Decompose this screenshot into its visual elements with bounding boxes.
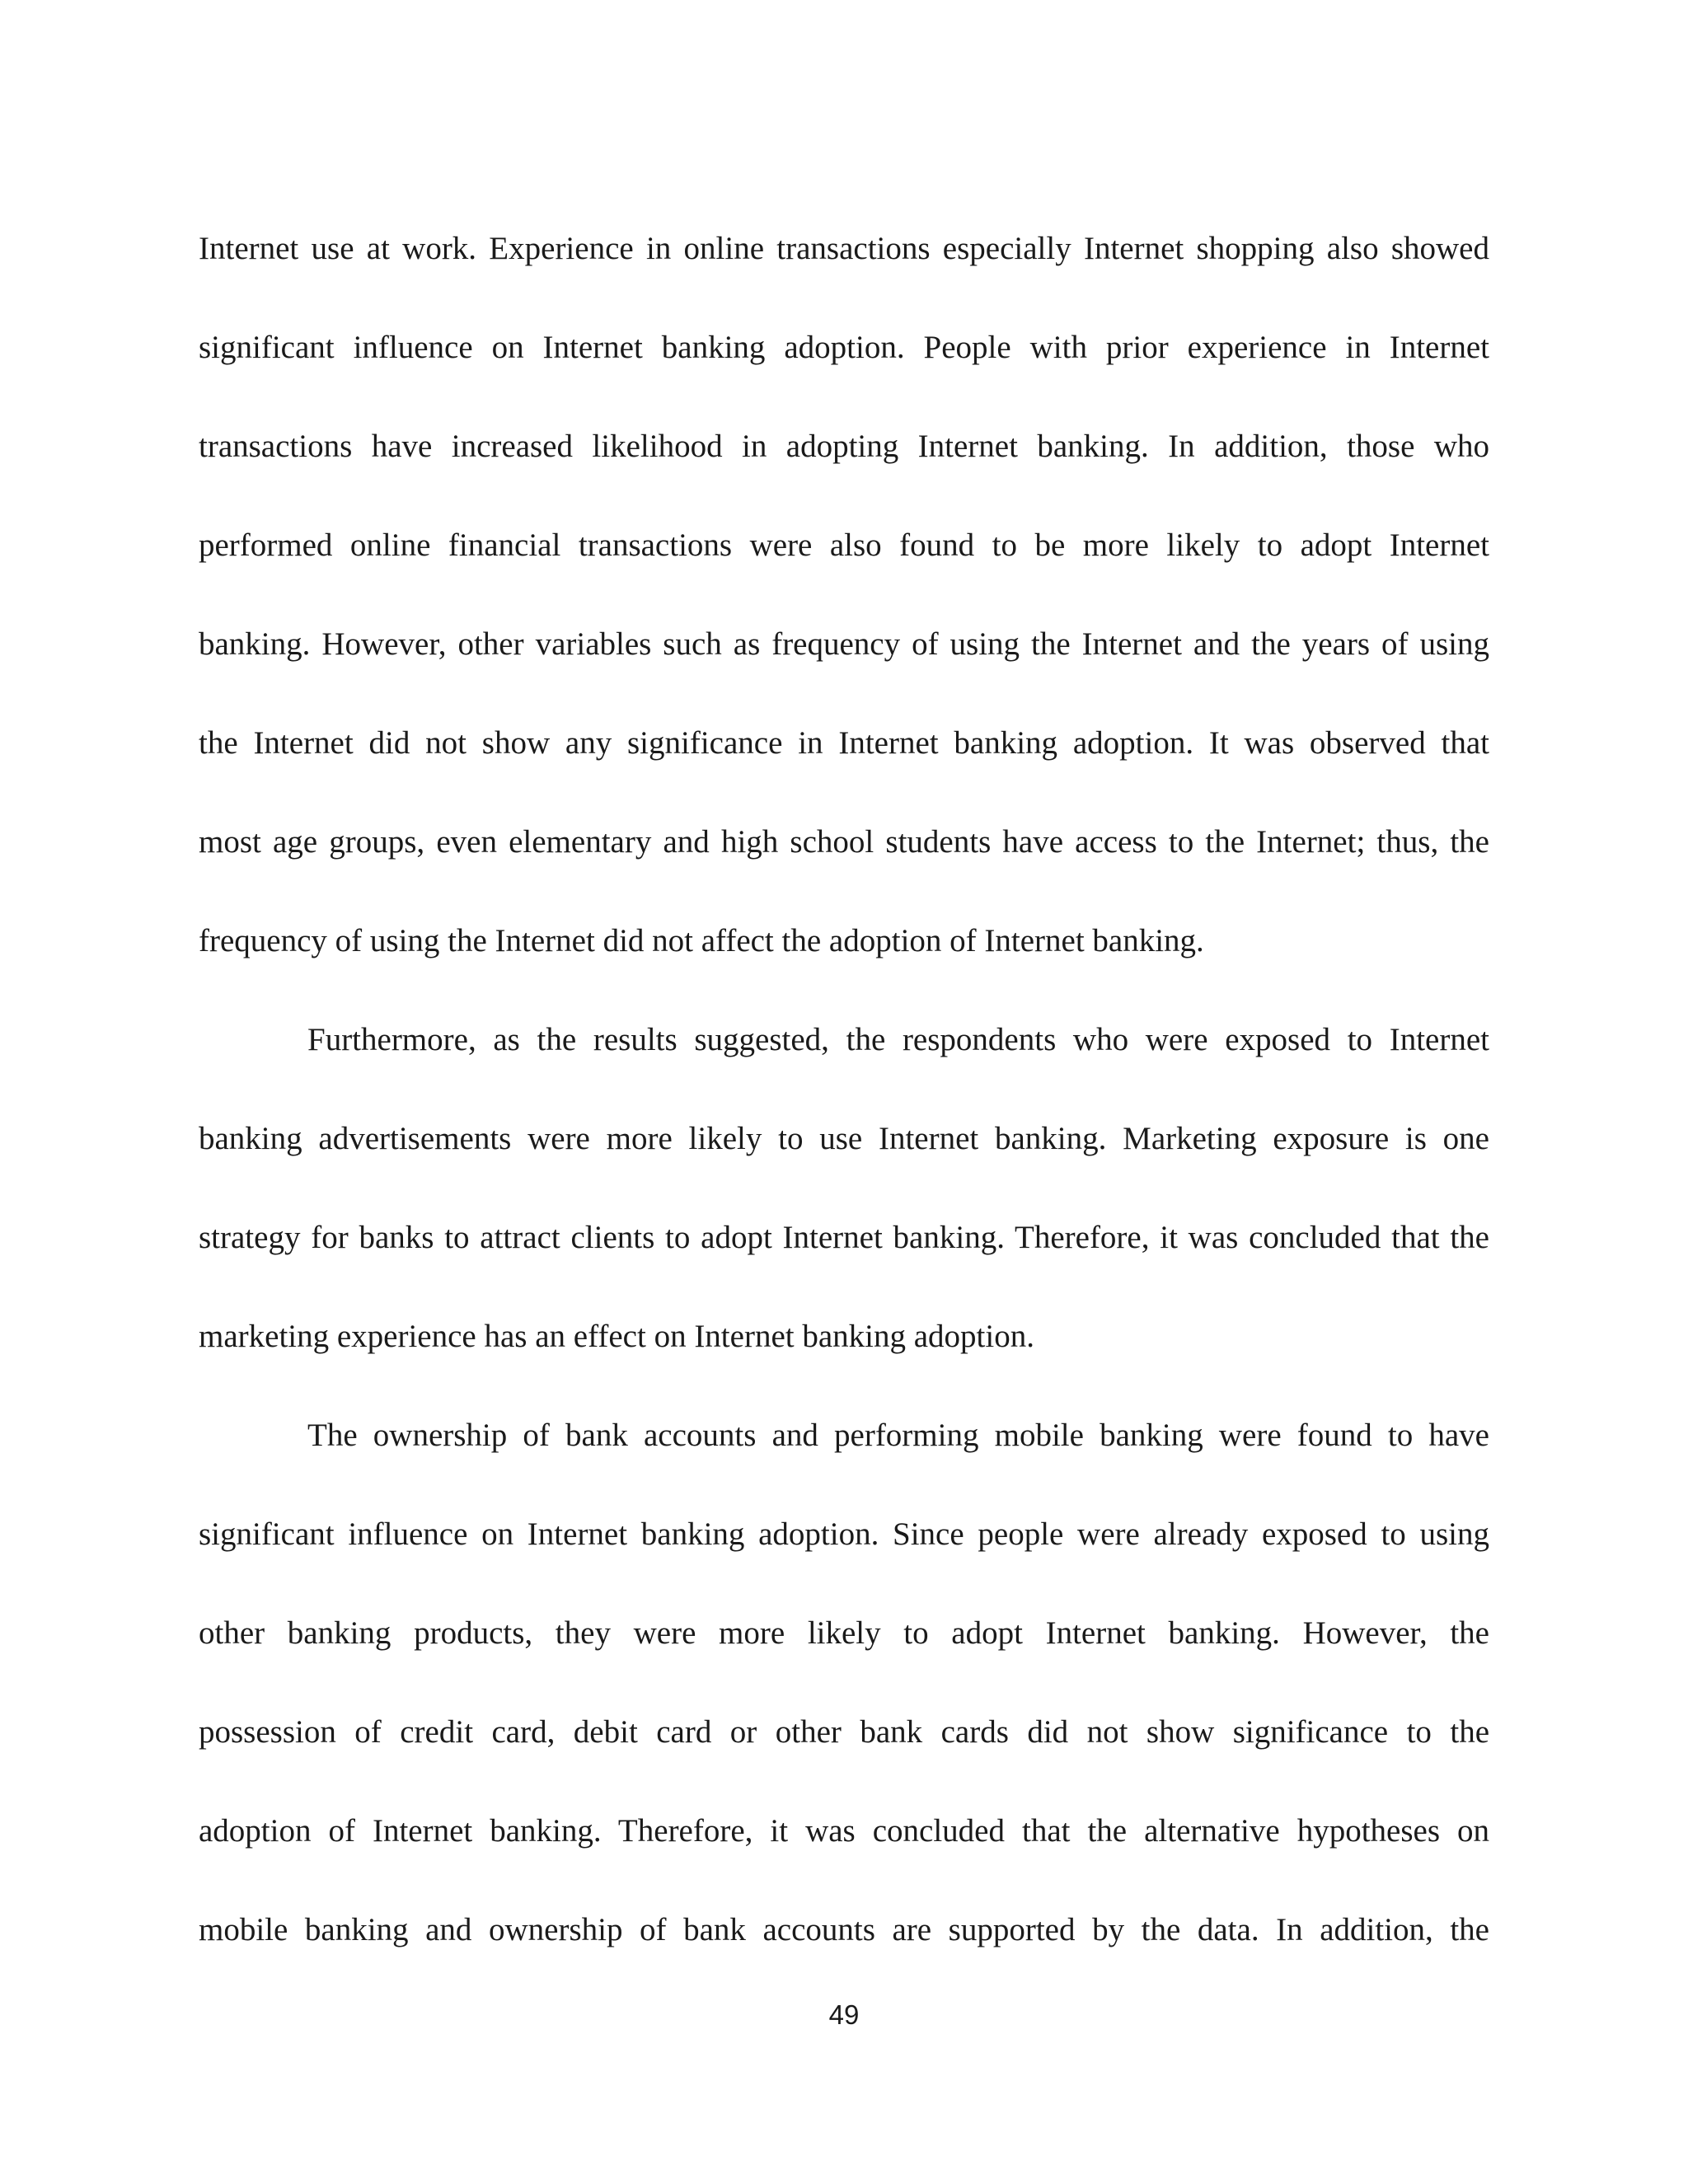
text-line: frequency of using the Internet did not affect the adoption of Internet banking. bbox=[199, 923, 1204, 958]
text-line: mobile banking and ownership of bank accounts are supported by the data. In addition, the bbox=[199, 1912, 1489, 1947]
page-number: 49 bbox=[828, 1999, 860, 2030]
paragraph-first-line: Furthermore, as the results suggested, the respondents who were exposed to Internet bbox=[307, 1022, 1489, 1057]
text-line: strategy for banks to attract clients to adopt Internet banking. Therefore, it was concluded that the bbox=[199, 1220, 1489, 1255]
text-line: transactions have increased likelihood in adopting Internet banking. In addition, those who bbox=[199, 429, 1489, 464]
text-line: banking advertisements were more likely to use Internet banking. Marketing exposure is one bbox=[199, 1121, 1489, 1156]
text-line: other banking products, they were more likely to adopt Internet banking. However, the bbox=[199, 1615, 1489, 1651]
text-line: adoption of Internet banking. Therefore, it was concluded that the alternative hypotheses on bbox=[199, 1813, 1489, 1849]
text-line: possession of credit card, debit card or other bank cards did not show significance to the bbox=[199, 1714, 1489, 1750]
text-line: banking. However, other variables such as frequency of using the Internet and the years of using bbox=[199, 626, 1489, 662]
text-line: marketing experience has an effect on Internet banking adoption. bbox=[199, 1319, 1034, 1354]
text-line: most age groups, even elementary and high school students have access to the Internet; thus, the bbox=[199, 824, 1489, 860]
text-line: significant influence on Internet banking adoption. Since people were already exposed to using bbox=[199, 1516, 1489, 1552]
text-line: Internet use at work. Experience in online transactions especially Internet shopping also showed bbox=[199, 231, 1489, 266]
text-line: the Internet did not show any significance in Internet banking adoption. It was observed that bbox=[199, 725, 1489, 761]
text-line: significant influence on Internet banking adoption. People with prior experience in Internet bbox=[199, 330, 1489, 365]
text-line: performed online financial transactions were also found to be more likely to adopt Internet bbox=[199, 527, 1489, 563]
paragraph-first-line: The ownership of bank accounts and performing mobile banking were found to have bbox=[307, 1418, 1489, 1453]
